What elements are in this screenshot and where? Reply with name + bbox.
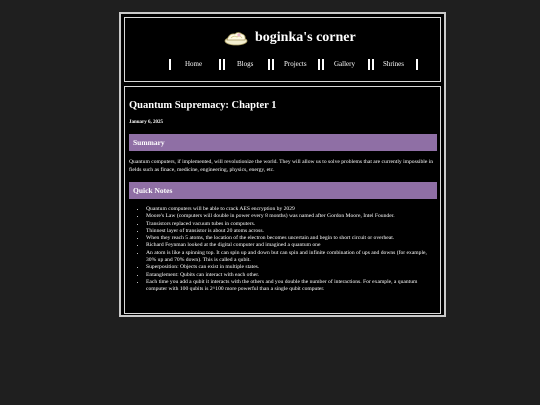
nav-separator xyxy=(219,59,221,70)
quick-notes-list xyxy=(129,206,437,294)
summary-heading: Summary xyxy=(129,134,437,151)
nav-item-gallery[interactable]: Gallery xyxy=(334,60,355,68)
list-item: • Superposition: Objects can exist in multiple states. xyxy=(146,264,437,271)
nav-separator xyxy=(318,59,320,70)
list-item: • Moore's Law (computers will double in power every 8 months) was named after Gordon Moore, Intel Founder. xyxy=(146,213,437,220)
main-nav xyxy=(169,59,419,71)
post-title: Quantum Supremacy: Chapter 1 xyxy=(129,100,277,111)
post-date: January 6, 2025 xyxy=(129,120,164,125)
quick-notes-heading: Quick Notes xyxy=(129,182,437,199)
nav-separator xyxy=(372,59,374,70)
nav-item-blogs[interactable]: Blogs xyxy=(237,60,254,68)
lotus-bowl-icon xyxy=(223,29,249,47)
nav-item-home[interactable]: Home xyxy=(185,60,203,68)
list-item: • Each time you add a qubit it interacts with the others and you double the number of interactions. For example, a quantum computer with 100 qubits is 2^100 more powerful than a single qubit computer. xyxy=(146,279,437,294)
post-article xyxy=(129,99,437,294)
nav-item-projects[interactable]: Projects xyxy=(284,60,307,68)
nav-separator xyxy=(322,59,324,70)
list-item: • Richard Feynman looked at the digital computer and imagined a quantum one xyxy=(146,242,437,249)
list-item: • When they reach 5 atoms, the location of the electron becomes uncertain and begin to short circuit or overheat. xyxy=(146,235,437,242)
list-item: • Transistors replaced vacuum tubes in computers. xyxy=(146,221,437,228)
nav-separator xyxy=(223,59,225,70)
list-item: • An atom is like a spinning top. It can spin up and down but can spin and infinite combination of ups and downs (for example, 30% up and 70% down). This is called a qubit. xyxy=(146,250,437,265)
nav-separator xyxy=(272,59,274,70)
list-item: • Thinnest layer of transistor is about 20 atoms across. xyxy=(146,228,437,235)
nav-separator xyxy=(368,59,370,70)
nav-separator xyxy=(268,59,270,70)
list-item: • Entanglement: Qubits can interact with each other. xyxy=(146,272,437,279)
site-header xyxy=(124,17,441,82)
summary-text: Quantum computers, if implemented, will revolutionize the world. They will allow us to solve problems that are currently impossible in fields such as finace, medicine, engineering, physics, energy, etc. xyxy=(129,159,434,173)
main-content[interactable] xyxy=(124,86,441,314)
nav-separator xyxy=(416,59,418,70)
nav-item-shrines[interactable]: Shrines xyxy=(383,60,404,68)
nav-separator xyxy=(169,59,171,70)
list-item: • Quantum computers will be able to crack AES encryption by 2029 xyxy=(146,206,437,213)
page-frame xyxy=(119,12,446,317)
site-title-text: boginka's corner xyxy=(255,30,356,45)
site-title[interactable] xyxy=(223,26,356,50)
